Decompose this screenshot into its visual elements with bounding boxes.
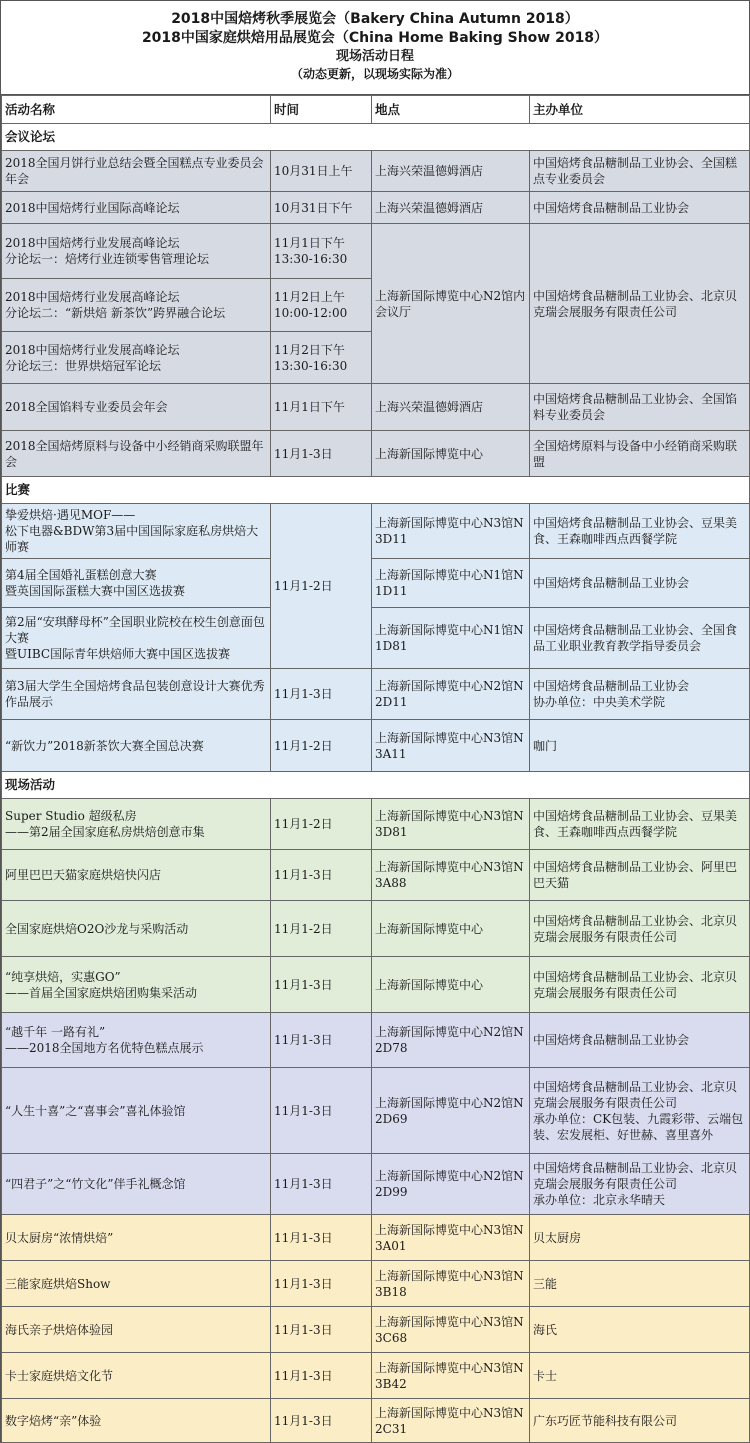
event-org: 中国焙烤食品糖制品工业协会、阿里巴巴天猫: [530, 850, 750, 901]
event-name: 2018全国月饼行业总结会暨全国糕点专业委员会年会: [2, 151, 271, 192]
table-row: [2, 957, 750, 1013]
event-org: 全国焙烤原料与设备中小经销商采购联盟: [530, 431, 750, 477]
event-org: 中国焙烤食品糖制品工业协会、全国馅料专业委员会: [530, 384, 750, 431]
event-place: 上海新国际博览中心N3馆N3A01: [372, 1215, 530, 1261]
event-time: 11月1-2日: [271, 504, 372, 669]
event-place: 上海新国际博览中心N2馆N2D99: [372, 1154, 530, 1215]
event-org: 中国焙烤食品糖制品工业协会、北京贝克瑞会展服务有限责任公司 承办单位：CK包装、九霞彩带、云端包装、宏发展柜、好世赫、喜里喜外: [530, 1068, 750, 1154]
section-competition-row: [2, 477, 750, 504]
event-name: 卡士家庭烘焙文化节: [2, 1353, 271, 1399]
event-org: 中国焙烤食品糖制品工业协会: [530, 559, 750, 608]
table-row: [2, 901, 750, 957]
table-row: [2, 151, 750, 192]
event-place: 上海新国际博览中心N3馆N3D11: [372, 504, 530, 559]
event-place: 上海新国际博览中心N3馆N3A88: [372, 850, 530, 901]
event-time: 11月1-3日: [271, 1013, 372, 1068]
event-org: 中国焙烤食品糖制品工业协会、全国糕点专业委员会: [530, 151, 750, 192]
title-home-baking: 2018中国家庭烘焙用品展览会（China Home Baking Show 2018）: [141, 30, 609, 46]
event-time: 11月2日上午 10:00-12:00: [271, 279, 372, 332]
event-place: 上海新国际博览中心N2馆N2D78: [372, 1013, 530, 1068]
table-row: [2, 192, 750, 224]
event-name: 2018中国焙烤行业发展高峰论坛 分论坛二：“新烘焙 新茶饮”跨界融合论坛: [2, 279, 271, 332]
event-name: 贝太厨房“浓情烘焙”: [2, 1215, 271, 1261]
table-row: [2, 224, 750, 279]
table-row: [2, 504, 750, 559]
event-time: 11月1-3日: [271, 431, 372, 477]
event-name: 全国家庭烘焙O2O沙龙与采购活动: [2, 901, 271, 957]
event-place: 上海兴荣温德姆酒店: [372, 151, 530, 192]
table-row: [2, 669, 750, 720]
section-forum-row: [2, 124, 750, 151]
event-name: 2018中国焙烤行业国际高峰论坛: [2, 192, 271, 224]
event-place: 上海新国际博览中心: [372, 957, 530, 1013]
table-row: [2, 799, 750, 850]
table-row: [2, 1261, 750, 1307]
title-schedule: 现场活动日程: [335, 49, 414, 64]
event-time: 11月1-2日: [271, 720, 372, 772]
event-org: 中国焙烤食品糖制品工业协会、北京贝克瑞会展服务有限责任公司: [530, 957, 750, 1013]
event-name: “纯享烘焙，实惠GO” ——首届全国家庭烘焙团购集采活动: [2, 957, 271, 1013]
event-org: 贝太厨房: [530, 1215, 750, 1261]
event-place: 上海新国际博览中心N3馆N3C68: [372, 1307, 530, 1353]
section-onsite-row: [2, 772, 750, 799]
event-name: “人生十喜”之“喜事会”喜礼体验馆: [2, 1068, 271, 1154]
event-org: 广东巧匠节能科技有限公司: [530, 1399, 750, 1443]
event-place: 上海新国际博览中心N3馆N3D81: [372, 799, 530, 850]
event-place: 上海新国际博览中心: [372, 901, 530, 957]
subtitle-note: （动态更新，以现场实际为准）: [290, 67, 459, 81]
event-org: 中国焙烤食品糖制品工业协会、全国食品工业职业教育教学指导委员会: [530, 608, 750, 669]
event-org: 咖门: [530, 720, 750, 772]
table-row: [2, 1307, 750, 1353]
event-org: 中国焙烤食品糖制品工业协会、豆果美食、王森咖啡西点西餐学院: [530, 799, 750, 850]
section-onsite-title: 现场活动: [2, 772, 750, 799]
event-time: 11月1-2日: [271, 901, 372, 957]
event-name: 2018全国馅料专业委员会年会: [2, 384, 271, 431]
event-time: 11月1-3日: [271, 1068, 372, 1154]
event-name: “四君子”之“竹文化”伴手礼概念馆: [2, 1154, 271, 1215]
event-name: 2018全国焙烤原料与设备中小经销商采购联盟年会: [2, 431, 271, 477]
event-org: 三能: [530, 1261, 750, 1307]
table-row: [2, 1353, 750, 1399]
section-competition-title: 比赛: [2, 477, 750, 504]
event-time: 11月1-3日: [271, 957, 372, 1013]
event-time: 11月1-2日: [271, 799, 372, 850]
event-place: 上海新国际博览中心N3馆N2C31: [372, 1399, 530, 1443]
table-row: [2, 1068, 750, 1154]
table-row: [2, 1154, 750, 1215]
event-org: 卡士: [530, 1353, 750, 1399]
table-row: [2, 1215, 750, 1261]
event-time: 11月2日下午 13:30-16:30: [271, 332, 372, 384]
event-org: 中国焙烤食品糖制品工业协会: [530, 192, 750, 224]
event-place: 上海新国际博览中心N3馆N3B18: [372, 1261, 530, 1307]
event-org: 中国焙烤食品糖制品工业协会、北京贝克瑞会展服务有限责任公司 承办单位：北京永华晴天: [530, 1154, 750, 1215]
event-place: 上海新国际博览中心N1馆N1D11: [372, 559, 530, 608]
event-place: 上海新国际博览中心N3馆N3A11: [372, 720, 530, 772]
event-name: 2018中国焙烤行业发展高峰论坛 分论坛三：世界烘焙冠军论坛: [2, 332, 271, 384]
event-time: 11月1-3日: [271, 1215, 372, 1261]
event-name: 第2届“安琪酵母杯”全国职业院校在校生创意面包大赛 暨UIBC国际青年烘焙师大赛中国区选拔赛: [2, 608, 271, 669]
event-place: 上海新国际博览中心N2馆内会议厅: [372, 224, 530, 384]
event-org: 中国焙烤食品糖制品工业协会、北京贝克瑞会展服务有限责任公司: [530, 901, 750, 957]
event-time: 11月1-3日: [271, 669, 372, 720]
event-name: Super Studio 超级私房 ——第2届全国家庭私房烘焙创意市集: [2, 799, 271, 850]
table-row: [2, 1013, 750, 1068]
event-name: “越千年 一路有礼” ——2018全国地方名优特色糕点展示: [2, 1013, 271, 1068]
event-name: 挚爱烘焙·遇见MOF—— 松下电器&BDW第3届中国国际家庭私房烘焙大师赛: [2, 504, 271, 559]
event-time: 11月1日下午: [271, 384, 372, 431]
event-name: “新饮力”2018新茶饮大赛全国总决赛: [2, 720, 271, 772]
col-header-org: 主办单位: [530, 96, 750, 124]
table-row: [2, 608, 750, 669]
event-name: 阿里巴巴天猫家庭烘焙快闪店: [2, 850, 271, 901]
event-name: 第3届大学生全国焙烤食品包装创意设计大赛优秀作品展示: [2, 669, 271, 720]
event-name: 数字焙烤“亲”体验: [2, 1399, 271, 1443]
event-org: 中国焙烤食品糖制品工业协会、北京贝克瑞会展服务有限责任公司: [530, 224, 750, 384]
event-org: 海氏: [530, 1307, 750, 1353]
table-row: [2, 1399, 750, 1443]
event-place: 上海新国际博览中心N1馆N1D81: [372, 608, 530, 669]
event-name: 三能家庭烘焙Show: [2, 1261, 271, 1307]
event-name: 2018中国焙烤行业发展高峰论坛 分论坛一：焙烤行业连锁零售管理论坛: [2, 224, 271, 279]
event-name: 第4届全国婚礼蛋糕创意大赛 暨英国国际蛋糕大赛中国区选拔赛: [2, 559, 271, 608]
event-org: 中国焙烤食品糖制品工业协会 协办单位：中央美术学院: [530, 669, 750, 720]
table-row: [2, 559, 750, 608]
event-place: 上海兴荣温德姆酒店: [372, 192, 530, 224]
event-place: 上海新国际博览中心: [372, 431, 530, 477]
table-row: [2, 384, 750, 431]
section-forum-title: 会议论坛: [2, 124, 750, 151]
event-time: 11月1-3日: [271, 1399, 372, 1443]
event-place: 上海兴荣温德姆酒店: [372, 384, 530, 431]
table-row: [2, 850, 750, 901]
event-org: 中国焙烤食品糖制品工业协会、豆果美食、王森咖啡西点西餐学院: [530, 504, 750, 559]
event-time: 11月1日下午 13:30-16:30: [271, 224, 372, 279]
event-time: 11月1-3日: [271, 1154, 372, 1215]
col-header-name: 活动名称: [2, 96, 271, 124]
document-header: [1, 1, 749, 95]
col-header-time: 时间: [271, 96, 372, 124]
event-time: 11月1-3日: [271, 1353, 372, 1399]
event-place: 上海新国际博览中心N2馆N2D69: [372, 1068, 530, 1154]
event-place: 上海新国际博览中心N3馆N3B42: [372, 1353, 530, 1399]
schedule-table: [1, 95, 750, 1443]
event-time: 10月31日下午: [271, 192, 372, 224]
event-place: 上海新国际博览中心N2馆N2D11: [372, 669, 530, 720]
event-time: 11月1-3日: [271, 1261, 372, 1307]
event-time: 10月31日上午: [271, 151, 372, 192]
event-time: 11月1-3日: [271, 1307, 372, 1353]
event-org: 中国焙烤食品糖制品工业协会: [530, 1013, 750, 1068]
event-name: 海氏亲子烘焙体验园: [2, 1307, 271, 1353]
event-time: 11月1-3日: [271, 850, 372, 901]
col-header-place: 地点: [372, 96, 530, 124]
title-bakery-china: 2018中国焙烤秋季展览会（Bakery China Autumn 2018）: [171, 11, 579, 27]
table-row: [2, 431, 750, 477]
table-row: [2, 720, 750, 772]
column-header-row: [2, 96, 750, 124]
